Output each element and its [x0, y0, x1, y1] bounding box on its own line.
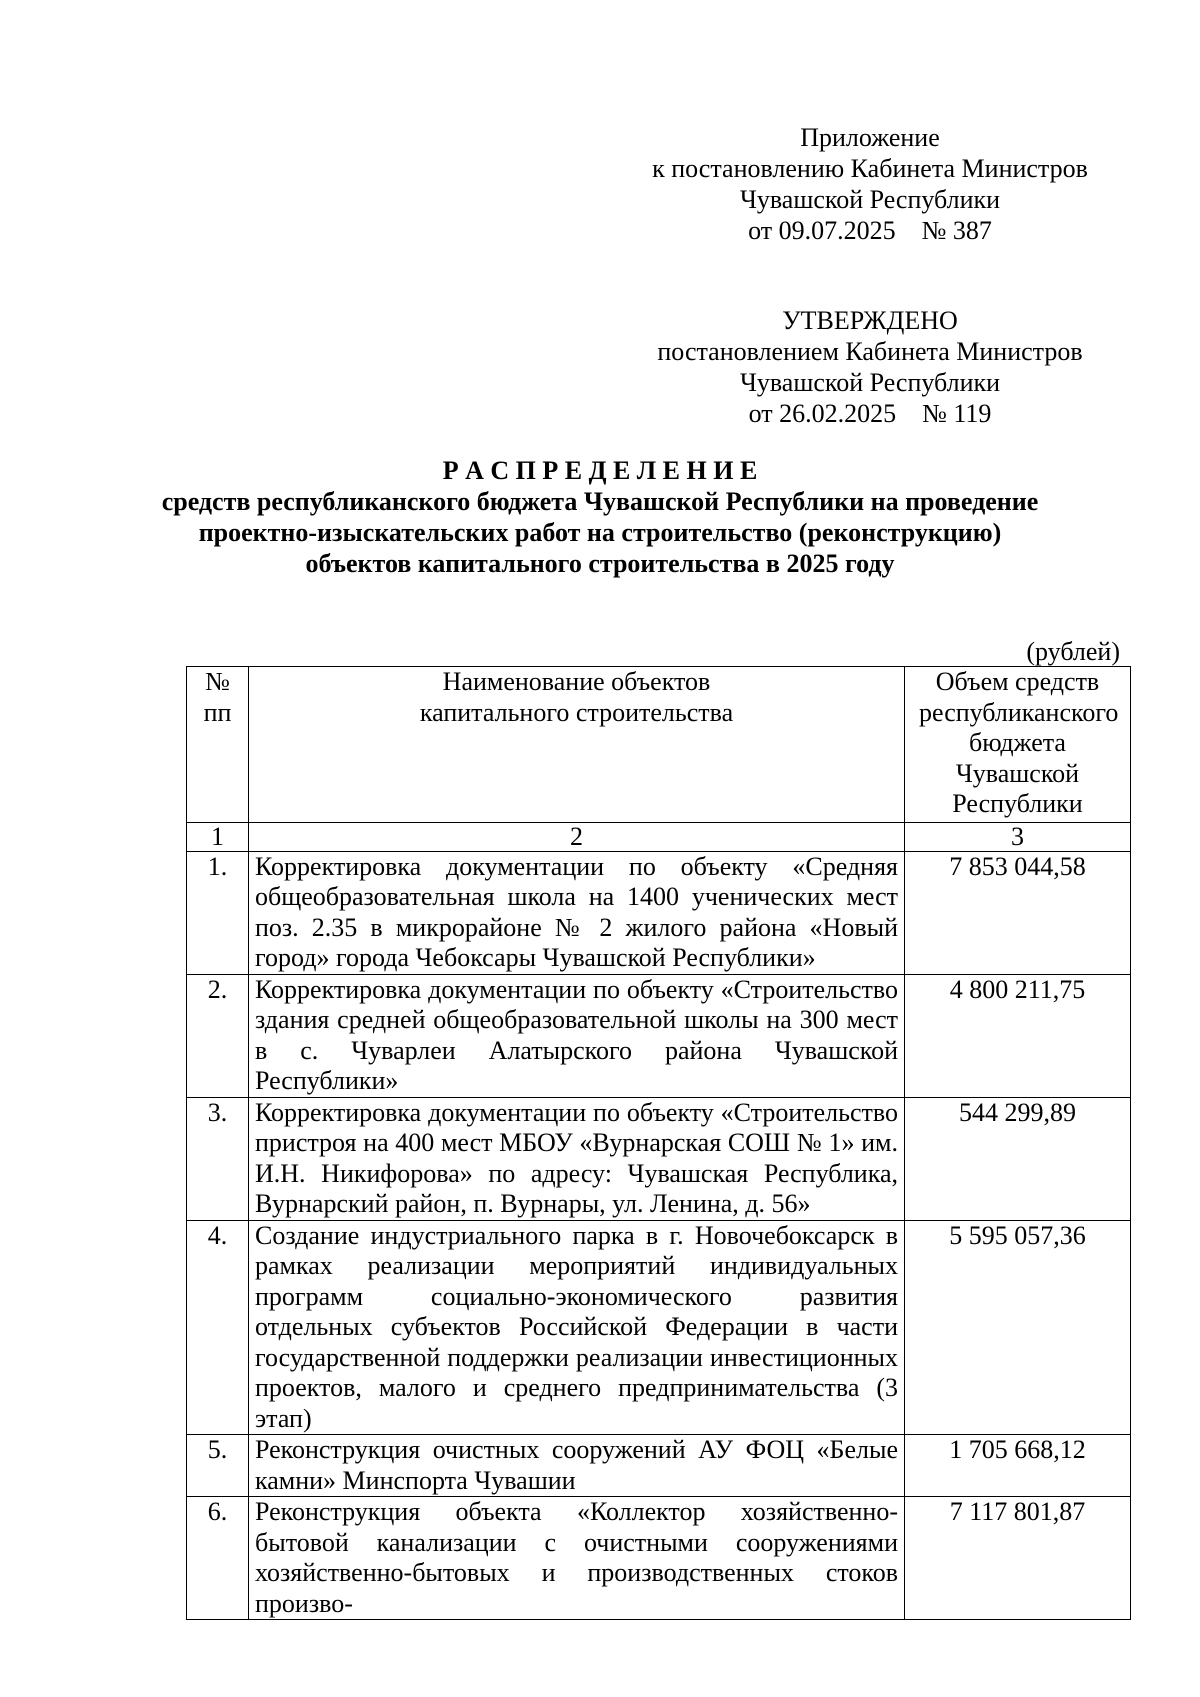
column-numbers-row [187, 822, 1131, 851]
object-name: Реконструкция объекта «Коллектор хозяйственно-бытовой канализации с очистными сооружениями хозяйственно-бытовых и производственных стоков произво- [249, 1497, 905, 1620]
header-num: № пп [187, 667, 249, 823]
table-row [187, 1435, 1131, 1497]
approved-header [620, 305, 1120, 429]
document-title [140, 456, 1060, 579]
appendix-line-4: от 09.07.2025 № 387 [748, 216, 992, 245]
object-name: Создание индустриального парка в г. Новочебоксарск в рамках реализации мероприятий индивидуальных программ социально-экономического развития отдельных субъектов Российской Федерации в части государственной поддержки реализации инвестиционных проектов, малого и среднего предпринимательства (3 этап) [249, 1220, 905, 1435]
units-label: (рублей) [1026, 637, 1120, 666]
budget-amount: 4 800 211,75 [905, 974, 1131, 1097]
table-row [187, 851, 1131, 974]
column-number: 2 [249, 822, 905, 851]
header-name: Наименование объектов капитального строительства [249, 667, 905, 823]
row-number: 5. [187, 1435, 249, 1497]
approved-line-2: постановлением Кабинета Министров [657, 337, 1083, 366]
title-line-3: объектов капитального строительства в 2025 году [305, 549, 895, 578]
row-number: 4. [187, 1220, 249, 1435]
table-row [187, 974, 1131, 1097]
table-row [187, 1097, 1131, 1220]
row-number: 2. [187, 974, 249, 1097]
object-name: Корректировка документации по объекту «Средняя общеобразовательная школа на 1400 ученических мест поз. 2.35 в микрорайоне № 2 жилого района «Новый город» города Чебоксары Чувашской Республики» [249, 851, 905, 974]
object-name: Корректировка документации по объекту «Строительство здания средней общеобразовательной школы на 300 мест в с. Чуварлеи Алатырского района Чувашской Республики» [249, 974, 905, 1097]
budget-amount: 544 299,89 [905, 1097, 1131, 1220]
title-heading: Р А С П Р Е Д Е Л Е Н И Е [442, 456, 758, 485]
budget-amount: 7 853 044,58 [905, 851, 1131, 974]
budget-amount: 1 705 668,12 [905, 1435, 1131, 1497]
header-volume: Объем средств республиканского бюджета Чувашской Республики [905, 667, 1131, 823]
title-line-2: проектно-изыскательских работ на строительство (реконструкцию) [198, 518, 1002, 547]
table-row [187, 1220, 1131, 1435]
row-number: 3. [187, 1097, 249, 1220]
approved-line-4: от 26.02.2025 № 119 [748, 399, 992, 428]
table-row [187, 1497, 1131, 1620]
column-number: 3 [905, 822, 1131, 851]
row-number: 1. [187, 851, 249, 974]
budget-amount: 5 595 057,36 [905, 1220, 1131, 1435]
object-name: Реконструкция очистных сооружений АУ ФОЦ «Белые камни» Минспорта Чувашии [249, 1435, 905, 1497]
appendix-line-1: Приложение [800, 123, 940, 152]
appendix-line-3: Чувашской Республики [739, 185, 1001, 214]
title-line-1: средств республиканского бюджета Чувашской Республики на проведение [161, 487, 1039, 516]
object-name: Корректировка документации по объекту «Строительство пристроя на 400 мест МБОУ «Вурнарская СОШ № 1» им. И.Н. Никифорова» по адресу: Чувашская Республика, Вурнарский район, п. Вурнары, ул. Ленина, д. 56» [249, 1097, 905, 1220]
approved-line-1: УТВЕРЖДЕНО [782, 306, 958, 335]
approved-line-3: Чувашской Республики [739, 368, 1001, 397]
table-header-row [187, 667, 1131, 823]
budget-amount: 7 117 801,87 [905, 1497, 1131, 1620]
row-number: 6. [187, 1497, 249, 1620]
appendix-header [620, 122, 1120, 246]
column-number: 1 [187, 822, 249, 851]
appendix-line-2: к постановлению Кабинета Министров [652, 154, 1088, 183]
distribution-table [186, 666, 1131, 1620]
